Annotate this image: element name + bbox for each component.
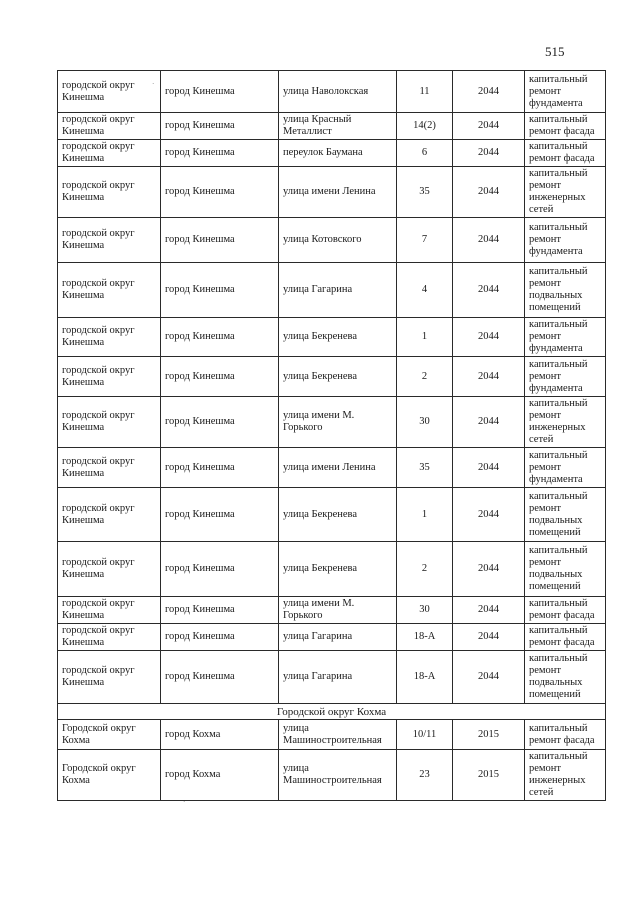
- table-row: [58, 218, 606, 263]
- cell-district: городской округ Кинешма: [58, 263, 161, 318]
- cell-year: 2044: [453, 542, 525, 597]
- cell-locality: город Кинешма: [161, 397, 279, 448]
- table-row: [58, 357, 606, 397]
- cell-work: капитальный ремонт подвальных помещений: [525, 488, 606, 542]
- table-row: [58, 318, 606, 357]
- cell-street: улица Бекренева: [279, 542, 397, 597]
- cell-locality: город Кинешма: [161, 488, 279, 542]
- section-header-row: [58, 704, 606, 720]
- cell-year: 2015: [453, 720, 525, 750]
- scan-mark-bottom: ·: [183, 798, 186, 806]
- cell-district: городской округ Кинешма: [58, 71, 161, 113]
- cell-house: 35: [397, 167, 453, 218]
- cell-house: 6: [397, 140, 453, 167]
- cell-year: 2044: [453, 597, 525, 624]
- cell-year: 2015: [453, 750, 525, 801]
- cell-work: капитальный ремонт фундамента: [525, 318, 606, 357]
- cell-locality: город Кинешма: [161, 263, 279, 318]
- table-row: [58, 720, 606, 750]
- cell-locality: город Кинешма: [161, 71, 279, 113]
- cell-work: капитальный ремонт фундамента: [525, 357, 606, 397]
- cell-street: улица имени М. Горького: [279, 397, 397, 448]
- page-number: 515: [545, 44, 565, 59]
- cell-street: улица Машиностроительная: [279, 720, 397, 750]
- table-row: [58, 263, 606, 318]
- cell-locality: город Кохма: [161, 750, 279, 801]
- cell-district: городской округ Кинешма: [58, 597, 161, 624]
- cell-locality: город Кинешма: [161, 218, 279, 263]
- cell-street: улица имени Ленина: [279, 448, 397, 488]
- cell-street: улица Бекренева: [279, 488, 397, 542]
- scan-mark-corner: ·: [152, 80, 155, 88]
- cell-house: 35: [397, 448, 453, 488]
- cell-work: капитальный ремонт фасада: [525, 624, 606, 651]
- table-row: [58, 71, 606, 113]
- cell-house: 11: [397, 71, 453, 113]
- section-title: Городской округ Кохма: [58, 704, 606, 720]
- table-row: [58, 624, 606, 651]
- cell-street: улица имени М. Горького: [279, 597, 397, 624]
- cell-work: капитальный ремонт фасада: [525, 140, 606, 167]
- cell-work: капитальный ремонт фасада: [525, 720, 606, 750]
- cell-locality: город Кинешма: [161, 140, 279, 167]
- cell-locality: город Кинешма: [161, 597, 279, 624]
- cell-district: городской округ Кинешма: [58, 542, 161, 597]
- cell-locality: город Кинешма: [161, 651, 279, 704]
- cell-district: городской округ Кинешма: [58, 357, 161, 397]
- cell-street: улица Красный Металлист: [279, 113, 397, 140]
- cell-work: капитальный ремонт подвальных помещений: [525, 542, 606, 597]
- cell-work: капитальный ремонт фундамента: [525, 448, 606, 488]
- cell-work: капитальный ремонт фасада: [525, 597, 606, 624]
- cell-house: 18-А: [397, 651, 453, 704]
- cell-street: улица Гагарина: [279, 263, 397, 318]
- cell-year: 2044: [453, 448, 525, 488]
- cell-year: 2044: [453, 397, 525, 448]
- cell-house: 18-А: [397, 624, 453, 651]
- cell-street: переулок Баумана: [279, 140, 397, 167]
- cell-year: 2044: [453, 357, 525, 397]
- cell-district: городской округ Кинешма: [58, 397, 161, 448]
- cell-work: капитальный ремонт подвальных помещений: [525, 263, 606, 318]
- table-row: [58, 488, 606, 542]
- cell-house: 1: [397, 318, 453, 357]
- cell-work: капитальный ремонт инженерных сетей: [525, 750, 606, 801]
- cell-district: городской округ Кинешма: [58, 448, 161, 488]
- cell-locality: город Кинешма: [161, 113, 279, 140]
- cell-work: капитальный ремонт фундамента: [525, 218, 606, 263]
- kineshma-rows: [58, 71, 606, 704]
- table-row: [58, 750, 606, 801]
- cell-house: 4: [397, 263, 453, 318]
- cell-street: улица Машиностроительная: [279, 750, 397, 801]
- cell-street: улица Бекренева: [279, 357, 397, 397]
- table-row: [58, 113, 606, 140]
- cell-district: городской округ Кинешма: [58, 218, 161, 263]
- cell-house: 14(2): [397, 113, 453, 140]
- cell-district: Городской округ Кохма: [58, 720, 161, 750]
- cell-street: улица имени Ленина: [279, 167, 397, 218]
- cell-district: городской округ Кинешма: [58, 318, 161, 357]
- cell-street: улица Гагарина: [279, 651, 397, 704]
- cell-house: 10/11: [397, 720, 453, 750]
- cell-district: Городской округ Кохма: [58, 750, 161, 801]
- cell-locality: город Кинешма: [161, 624, 279, 651]
- cell-house: 30: [397, 597, 453, 624]
- table-row: [58, 651, 606, 704]
- cell-street: улица Котовского: [279, 218, 397, 263]
- cell-house: 2: [397, 542, 453, 597]
- cell-house: 1: [397, 488, 453, 542]
- cell-district: городской округ Кинешма: [58, 140, 161, 167]
- cell-house: 30: [397, 397, 453, 448]
- kokhma-rows: [58, 720, 606, 801]
- table-row: [58, 448, 606, 488]
- cell-work: капитальный ремонт фундамента: [525, 71, 606, 113]
- cell-house: 7: [397, 218, 453, 263]
- cell-year: 2044: [453, 488, 525, 542]
- table-row: [58, 140, 606, 167]
- cell-work: капитальный ремонт подвальных помещений: [525, 651, 606, 704]
- cell-district: городской округ Кинешма: [58, 167, 161, 218]
- cell-locality: город Кинешма: [161, 318, 279, 357]
- cell-year: 2044: [453, 651, 525, 704]
- cell-work: капитальный ремонт фасада: [525, 113, 606, 140]
- cell-year: 2044: [453, 318, 525, 357]
- cell-year: 2044: [453, 167, 525, 218]
- table-row: [58, 542, 606, 597]
- repair-schedule-table: [57, 70, 606, 801]
- cell-locality: город Кинешма: [161, 448, 279, 488]
- cell-work: капитальный ремонт инженерных сетей: [525, 397, 606, 448]
- cell-locality: город Кинешма: [161, 167, 279, 218]
- cell-district: городской округ Кинешма: [58, 488, 161, 542]
- cell-locality: город Кинешма: [161, 357, 279, 397]
- cell-year: 2044: [453, 113, 525, 140]
- cell-year: 2044: [453, 71, 525, 113]
- cell-locality: город Кохма: [161, 720, 279, 750]
- cell-street: улица Гагарина: [279, 624, 397, 651]
- cell-locality: город Кинешма: [161, 542, 279, 597]
- cell-district: городской округ Кинешма: [58, 624, 161, 651]
- cell-district: городской округ Кинешма: [58, 651, 161, 704]
- cell-house: 23: [397, 750, 453, 801]
- cell-house: 2: [397, 357, 453, 397]
- cell-year: 2044: [453, 624, 525, 651]
- cell-street: улица Бекренева: [279, 318, 397, 357]
- cell-year: 2044: [453, 218, 525, 263]
- cell-work: капитальный ремонт инженерных сетей: [525, 167, 606, 218]
- table-row: [58, 597, 606, 624]
- table-row: [58, 397, 606, 448]
- cell-street: улица Наволокская: [279, 71, 397, 113]
- table-row: [58, 167, 606, 218]
- cell-year: 2044: [453, 263, 525, 318]
- cell-district: городской округ Кинешма: [58, 113, 161, 140]
- cell-year: 2044: [453, 140, 525, 167]
